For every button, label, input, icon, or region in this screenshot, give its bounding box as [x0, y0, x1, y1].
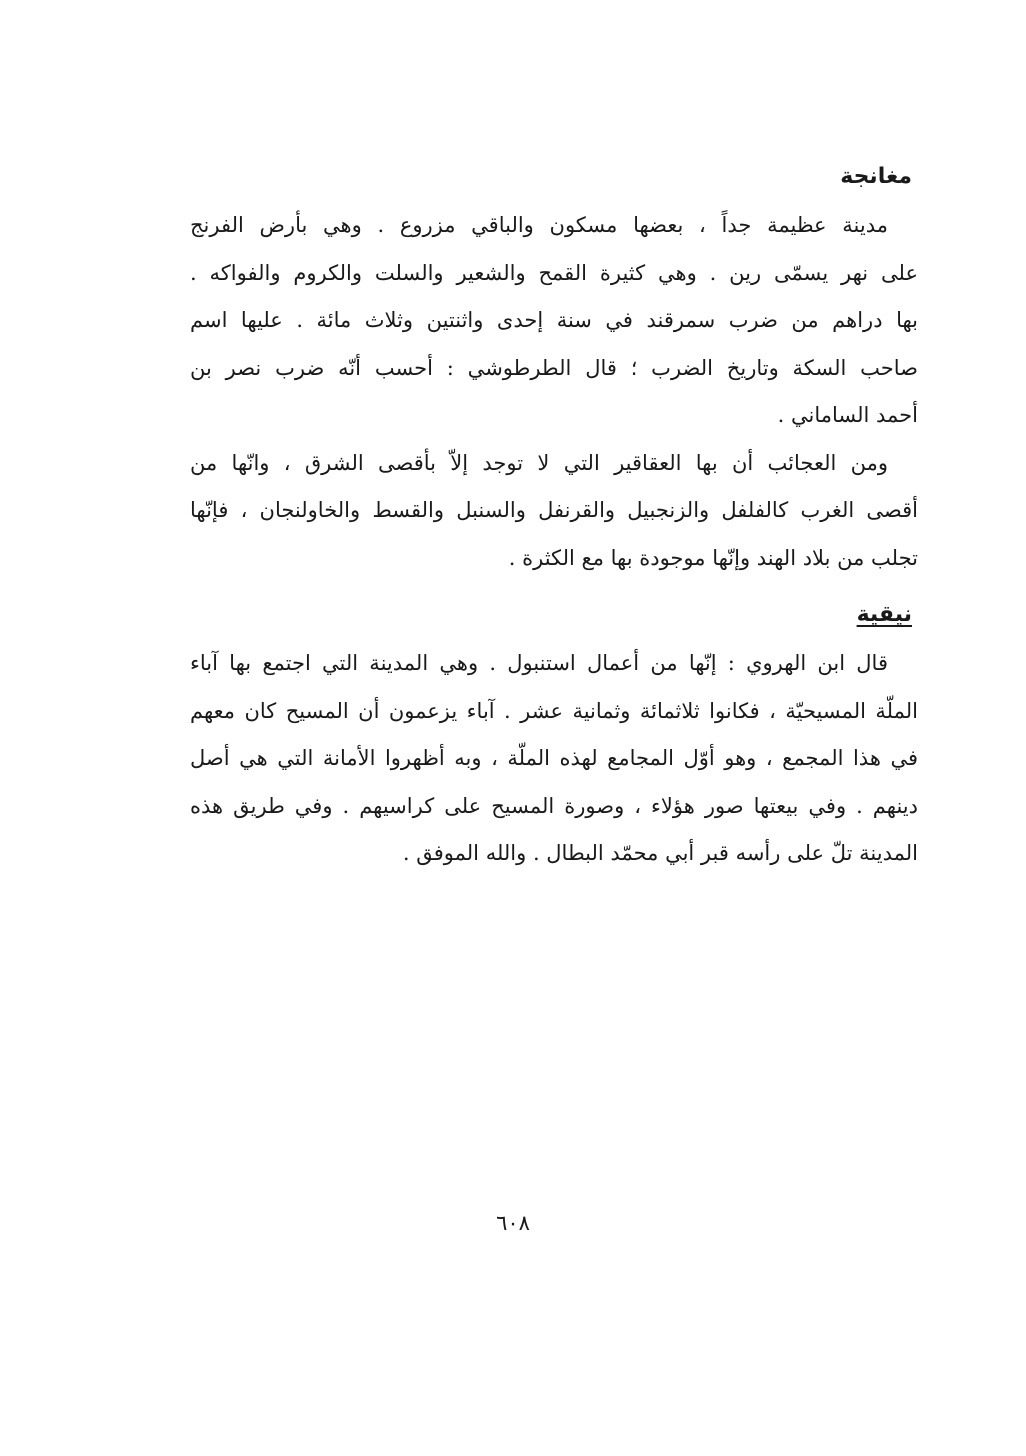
text-line: دينهم . وفي بيعتها صور هؤلاء ، وصورة المسيح على كراسيهم . وفي طريق هذه	[190, 793, 918, 818]
text-line: على نهر يسمّى رين . وهي كثيرة القمح والشعير والسلت والكروم والفواكه .	[190, 260, 918, 285]
text-line: الملّة المسيحيّة ، فكانوا ثلاثمائة وثمانية عشر . آباء يزعمون أن المسيح كان معهم	[190, 698, 918, 723]
entry-heading: مغانجة	[840, 164, 912, 189]
text-line: صاحب السكة وتاريخ الضرب ؛ قال الطرطوشي : أحسب أنّه ضرب نصر بن	[190, 355, 918, 380]
text-line: أحمد الساماني .	[777, 403, 918, 427]
entry-maghanja	[190, 160, 918, 582]
paragraph	[190, 202, 918, 440]
text-line: أقصى الغرب كالفلفل والزنجبيل والقرنفل والسنبل والقسط والخاولنجان ، فإنّها	[190, 498, 918, 522]
text-line: المدينة تلّ على رأسه قبر أبي محمّد البطال . والله الموفق .	[402, 841, 918, 865]
paragraph	[190, 440, 918, 583]
text-line: تجلب من بلاد الهند وإنّها موجودة بها مع الكثرة .	[508, 545, 918, 570]
paragraph	[190, 640, 918, 878]
text-line: ومن العجائب أن بها العقاقير التي لا توجد إلاّ بأقصى الشرق ، وانّها من	[190, 450, 888, 475]
text-line: مدينة عظيمة جداً ، بعضها مسكون والباقي مزروع . وهي بأرض الفرنج	[190, 213, 888, 237]
entry-niqiya	[190, 598, 918, 878]
page-number: ٦٠٨	[496, 1211, 530, 1235]
entry-heading: نيقية	[856, 602, 912, 627]
text-line: في هذا المجمع ، وهو أوّل المجامع لهذه الملّة ، وبه أظهروا الأمانة التي هي أصل	[190, 746, 918, 770]
text-line: قال ابن الهروي : إنّها من أعمال استنبول . وهي المدينة التي اجتمع بها آباء	[190, 651, 888, 675]
text-line: بها دراهم من ضرب سمرقند في سنة إحدى واثنتين وثلاث مائة . عليها اسم	[190, 308, 918, 332]
